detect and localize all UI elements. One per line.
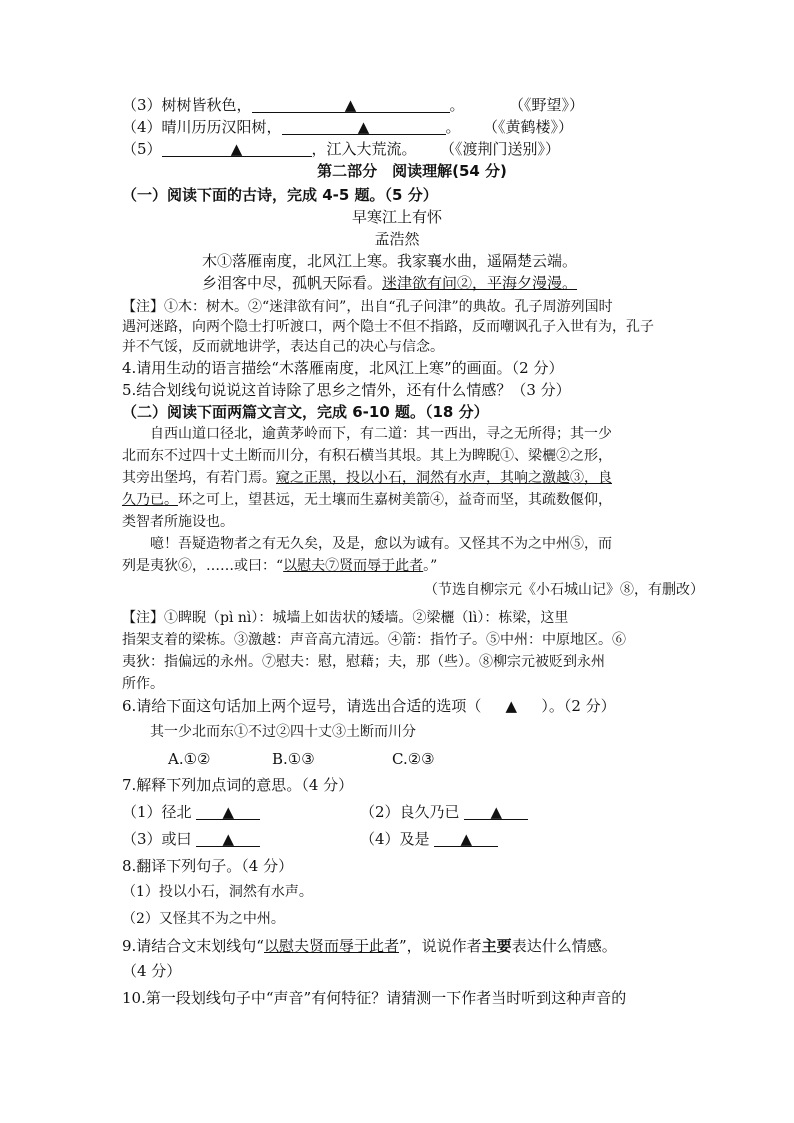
answer-blank[interactable] xyxy=(162,139,312,157)
passage-source: （节选自柳宗元《小石城山记》⑧，有删改） xyxy=(424,582,704,598)
q7-item: （3）或曰 ▲ xyxy=(122,829,260,849)
triangle-icon: ▲ xyxy=(344,96,357,114)
source-note: （《野望》） xyxy=(509,96,585,114)
q6-sentence: 其一少北而东①不过②四十丈③土断而川分 xyxy=(150,724,416,740)
triangle-icon: ▲ xyxy=(222,803,235,821)
answer-blank[interactable] xyxy=(196,802,260,820)
question-10: 10.第一段划线句子中“声音”有何特征？请猜测一下作者当时听到这种声音的 xyxy=(122,989,627,1007)
triangle-icon: ▲ xyxy=(222,830,235,848)
q8-item: （2）又怪其不为之中州。 xyxy=(122,911,285,927)
triangle-icon: ▲ xyxy=(490,803,503,821)
q5-line: （5） ▲ ，江入大荒流。 xyxy=(122,140,417,158)
answer-blank[interactable] xyxy=(434,829,498,847)
triangle-icon: ▲ xyxy=(230,140,243,158)
note-line: 所作。 xyxy=(122,676,164,692)
note-line: 遇河迷路，向两个隐士打听渡口，两个隐士不但不指路，反而嘲讽孔子入世有为，孔子 xyxy=(122,319,654,335)
passage-line: 自西山道口径北，逾黄茅岭而下，有二道：其一西出，寻之无所得；其一少 xyxy=(150,426,612,442)
answer-blank[interactable] xyxy=(252,95,450,113)
note-line: 并不气馁，反而就地讲学，表达自己的决心与信念。 xyxy=(122,339,444,355)
q6-option-c[interactable]: C.②③ xyxy=(392,750,435,768)
answer-blank[interactable] xyxy=(196,829,260,847)
question-4: 4.请用生动的语言描绘“木落雁南度，北风江上寒”的画面。（2 分） xyxy=(122,359,564,377)
q7-item: （2）良久乃已 ▲ xyxy=(360,802,528,822)
q6-option-b[interactable]: B.①③ xyxy=(272,750,315,768)
question-5: 5.结合划线句说说这首诗除了思乡之情外，还有什么情感？（3 分） xyxy=(122,381,571,399)
q7-item: （1）径北 ▲ xyxy=(122,802,260,822)
triangle-icon: ▲ xyxy=(357,118,370,136)
source-note: （《黄鹤楼》） xyxy=(483,118,574,136)
question-6: 6.请给下面这句话加上两个逗号，请选出合适的选项（ ▲ ）。（2 分） xyxy=(122,697,616,715)
question-8: 8.翻译下列句子。（4 分） xyxy=(122,857,294,875)
q4-line: （4）晴川历历汉阳树， ▲ 。 xyxy=(122,118,461,136)
question-7: 7.解释下列加点词的意思。（4 分） xyxy=(122,776,354,794)
source-note: （《渡荆门送别》） xyxy=(440,140,561,158)
note-line: 指架支着的梁栋。③激越：声音高亢清远。④箭：指竹子。⑤中州：中原地区。⑥ xyxy=(122,632,626,648)
question-9: 9.请结合文末划线句“以慰夫贤而辱于此者”，说说作者主要表达什么情感。 xyxy=(122,937,617,955)
poem-author: 孟浩然 xyxy=(374,230,420,248)
note-line: 【注】①睥睨（pì nì）：城墙上如齿状的矮墙。②梁欐（lì）：栋梁，这里 xyxy=(122,610,569,626)
answer-blank[interactable] xyxy=(282,117,446,135)
q6-option-a[interactable]: A.①② xyxy=(168,750,211,768)
q3-line: （3）树树皆秋色， ▲ 。 xyxy=(122,96,465,114)
poem-title: 早寒江上有怀 xyxy=(351,208,442,226)
passage-line: 噫！吾疑造物者之有无久矣，及是，愈以为诚有。又怪其不为之中州⑤，而 xyxy=(150,536,612,552)
q7-item: （4）及是 ▲ xyxy=(360,829,498,849)
triangle-icon[interactable]: ▲ xyxy=(505,697,518,715)
passage-line: 其旁出堡坞，有若门焉。窥之正黑，投以小石，洞然有水声，其响之激越③，良 xyxy=(122,470,612,486)
question-9-points: （4 分） xyxy=(122,962,182,980)
poem-line: 木①落雁南度，北风江上寒。我家襄水曲，遥隔楚云端。 xyxy=(202,252,578,270)
note-line: 【注】①木：树木。②“迷津欲有问”，出自“孔子问津”的典故。孔子周游列国时 xyxy=(122,299,613,315)
poem-line: 乡泪客中尽，孤帆天际看。迷津欲有问②，平海夕漫漫。 xyxy=(202,274,578,292)
q8-item: （1）投以小石，洞然有水声。 xyxy=(122,884,313,900)
section-heading: （一）阅读下面的古诗，完成 4-5 题。（5 分） xyxy=(122,186,438,204)
passage-line: 久乃已。环之可上，望甚远，无土壤而生嘉树美箭④，益奇而坚，其疏数偃仰， xyxy=(122,492,612,508)
passage-line: 类智者所施设也。 xyxy=(122,514,234,530)
part-title: 第二部分 阅读理解(54 分) xyxy=(317,162,507,180)
section-heading: （二）阅读下面两篇文言文，完成 6-10 题。（18 分） xyxy=(122,403,489,421)
note-line: 夷狄：指偏远的永州。⑦慰夫：慰，慰藉；夫，那（些）。⑧柳宗元被贬到永州 xyxy=(122,654,605,670)
triangle-icon: ▲ xyxy=(460,830,473,848)
answer-blank[interactable] xyxy=(464,802,528,820)
passage-line: 北而东不过四十丈土断而川分，有积石横当其垠。其上为睥睨①、梁欐②之形， xyxy=(122,448,612,464)
passage-line: 列是夷狄⑥，……或曰：“以慰夫⑦贤而辱于此者。” xyxy=(122,558,438,574)
